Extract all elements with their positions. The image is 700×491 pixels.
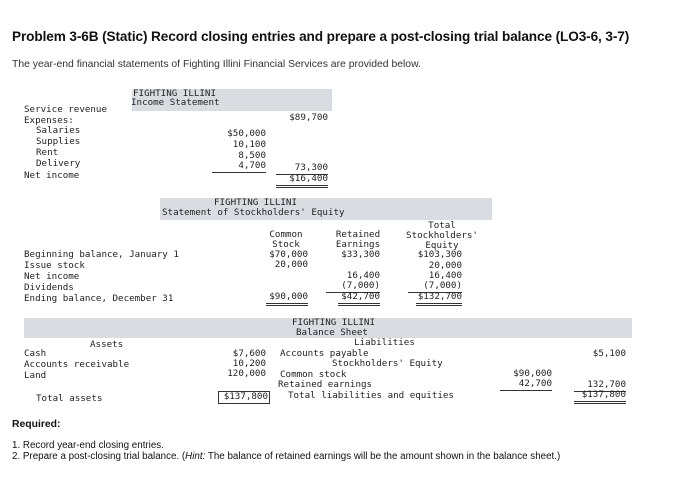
expenses-label: Expenses: [24, 115, 74, 126]
net-income-label: Net income [24, 170, 80, 181]
expense-salaries-label: Salaries [36, 125, 81, 136]
accounts-payable-label: Accounts payable [280, 348, 369, 359]
row-beginning-retained: $33,300 [341, 249, 380, 260]
required-item-2-hint: Hint: [185, 451, 206, 462]
expense-supplies-label: Supplies [36, 136, 81, 147]
col-common-line2: Stock [272, 239, 300, 250]
assets-heading: Assets [90, 339, 124, 350]
accounts-payable-value: $5,100 [592, 348, 626, 359]
total-assets-value: $137,800 [218, 391, 270, 404]
col-retained-line2: Earnings [335, 239, 381, 250]
total-liabilities-equities-value: $137,800 [574, 390, 626, 404]
row-issue-common: 20,000 [274, 259, 308, 270]
row-ending-label: Ending balance, December 31 [24, 293, 174, 304]
equity-total-value: 132,700 [574, 380, 626, 392]
col-common-line1: Common [269, 229, 303, 240]
row-beginning-label: Beginning balance, January 1 [24, 249, 179, 260]
common-stock-label: Common stock [280, 369, 347, 380]
retained-earnings-label: Retained earnings [278, 379, 373, 390]
expense-rent-label: Rent [36, 147, 59, 158]
problem-title: Problem 3-6B (Static) Record closing entries and prepare a post-closing trial balance (LO3-6, 3-7) [12, 29, 630, 44]
expense-salaries-value: $50,000 [227, 128, 266, 139]
total-liabilities-equities-label: Total liabilities and equities [288, 390, 454, 401]
required-item-1: 1. Record year-end closing entries. [12, 440, 164, 451]
income-statement-company: FIGHTING ILLINI [133, 88, 216, 99]
expense-delivery-label: Delivery [36, 158, 81, 169]
retained-earnings-value: 42,700 [500, 379, 552, 391]
service-revenue-label: Service revenue [24, 104, 107, 115]
required-item-2 [12, 451, 560, 462]
total-expenses-value: 73,300 [276, 163, 328, 175]
service-revenue-value: $89,700 [289, 112, 328, 123]
total-assets-label: Total assets [36, 393, 103, 404]
asset-land-label: Land [24, 370, 47, 381]
expense-supplies-value: 10,100 [232, 139, 266, 150]
row-net-income-total: 16,400 [428, 270, 462, 281]
row-dividends-total: (7,000) [408, 281, 462, 293]
row-dividends-label: Dividends [24, 282, 74, 293]
row-net-income-retained: 16,400 [346, 270, 380, 281]
common-stock-value: $90,000 [513, 368, 552, 379]
row-net-income-label: Net income [24, 271, 80, 282]
asset-cash-label: Cash [24, 348, 47, 359]
asset-receivable-value: 10,200 [232, 358, 266, 369]
row-issue-label: Issue stock [24, 260, 85, 271]
row-ending-total: $132,700 [416, 292, 462, 306]
expense-rent-value: 8,500 [238, 150, 266, 161]
asset-land-value: 120,000 [227, 368, 266, 379]
net-income-value: $16,400 [276, 174, 328, 188]
row-beginning-common: $70,000 [269, 249, 308, 260]
asset-receivable-label: Accounts receivable [24, 359, 130, 370]
asset-cash-value: $7,600 [232, 348, 266, 359]
expense-delivery-value: 4,700 [212, 161, 266, 173]
required-heading: Required: [12, 419, 61, 430]
balance-sheet-heading: Balance Sheet [296, 327, 368, 338]
intro-text: The year-end financial statements of Fighting Illini Financial Services are provided below. [12, 59, 421, 70]
equity-statement-company: FIGHTING ILLINI [214, 197, 297, 208]
col-retained-line1: Retained [335, 229, 381, 240]
balance-sheet-company: FIGHTING ILLINI [292, 317, 375, 328]
col-total-line1: Total [428, 220, 456, 231]
row-beginning-total: $103,300 [417, 249, 462, 260]
col-total-line3: Equity [425, 240, 459, 251]
row-ending-common: $90,000 [266, 292, 308, 306]
equity-statement-heading: Statement of Stockholders' Equity [162, 207, 345, 218]
row-dividends-retained: (7,000) [326, 281, 380, 293]
stockholders-equity-heading: Stockholders' Equity [332, 358, 443, 369]
required-item-2-rest: The balance of retained earnings will be the amount shown in the balance sheet.) [205, 451, 561, 462]
required-item-2-prefix: 2. Prepare a post-closing trial balance. ( [12, 451, 186, 462]
col-total-line2: Stockholders' [406, 230, 478, 241]
row-issue-total: 20,000 [428, 260, 462, 271]
liabilities-heading: Liabilities [354, 337, 415, 348]
row-ending-retained: $42,700 [338, 292, 380, 306]
income-statement-heading: Income Statement [131, 97, 220, 108]
